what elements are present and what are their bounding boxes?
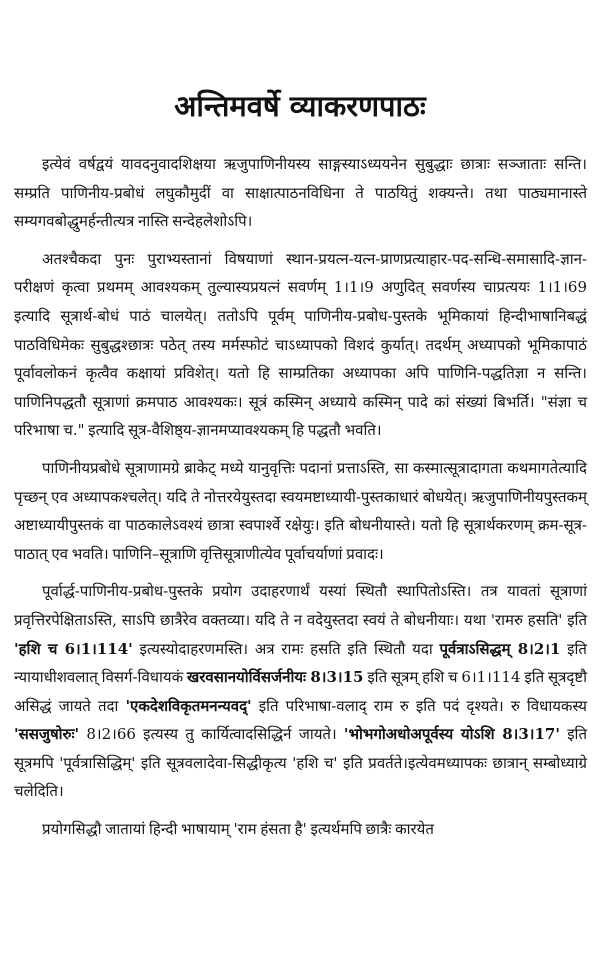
- paragraph-text: इति परिभाषा-वलाद् राम रु इति पदं दृश्यते। रु विधायकस्य: [251, 696, 587, 715]
- paragraph: [14, 454, 587, 568]
- paragraph: [14, 150, 587, 236]
- paragraph-text: पाणिनीयप्रबोधे सूत्राणामग्रे ब्राकेट् मध्ये यानुवृत्तिः पदानां प्रत्ताऽस्ति, सा कस्मात्सूत्रादागता कथमागतेत्यादि पृच्छन् एव अध्यापकश्चलेत्। यदि ते नोत्तरयेयुस्तदा स्वयमष्टाध्यायी-पुस्तकाधारं बोधयेत्। ऋजुपाणिनीयपुस्तकम् अष्टाध्यायीपुस्तकं वा पाठकालेऽवश्यं छात्रा स्वपार्श्वे रक्षेयुः। इति बोधनीयास्ते। यतो हि सूत्रार्थकरणम् क्रम-सूत्र-पाठात् एव भवति। पाणिनि–सूत्राणि वृत्तिसूत्राणीत्येव पूर्वाचर्याणां प्रवादः।: [14, 458, 587, 563]
- paragraph-text: अतश्चैकदा पुनः पुराभ्यस्तानां विषयाणां स्थान-प्रयत्न-यत्न-प्राणप्रत्याहार-पद-सन्धि-समासादि-ज्ञान-परीक्षणं कृत्वा प्रथमम् आवश्यकम् तुल्यास्यप्रयत्नं सवर्णम् 1।1।9 अणुदित् सवर्णस्य चाप्रत्ययः 1।1।69 इत्यादि सूत्रार्थ-बोधं पाठं चालयेत्। ततोऽपि पूर्वम् पाणिनीय-प्रबोध-पुस्तके भूमिकायां हिन्दीभाषानिबद्धं पाठविधिमेकः सुबुद्धश्छात्रः पठेत् तस्य मर्मस्फोटं चाऽध्यापको विशदं कुर्यात्। तदर्थम् अध्यापको भूमिकापाठं पूर्वावलोकनं कृत्वैव कक्षायां प्रविशेत्। यतो हि साम्प्रतिका अध्यापका अपि पाणिनि-पद्धतिज्ञा न सन्ति। पाणिनिपद्धतौ सूत्राणां क्रमपाठ आवश्यकः। सूत्रं कस्मिन् अध्याये कस्मिन् पादे कां संख्यां बिभर्ति। "संज्ञा च परिभाषा च." इत्यादि सूत्र-वैशिष्ठ्य-ज्ञानमप्यावश्यकम् हि पद्धतौ भवति।: [14, 249, 587, 440]
- paribhasha-citation: 'एकदेशविकृतमनन्यवद्': [125, 696, 252, 715]
- paragraph-text: इति न्यायाधीशवलात् विसर्ग-विधायकं: [14, 639, 587, 687]
- sutra-citation: 'भोभगोअधोअपूर्वस्य योऽशि 8।3।17': [343, 725, 560, 744]
- paragraph-text: इत्येवं वर्षद्वयं यावदनुवादशिक्षया ऋजुपाणिनीयस्य साङ्गस्याऽध्ययनेन सुबुद्धाः छात्राः सञ्जाताः सन्ति। सम्प्रति पाणिनीय-प्रबोधं लघुकौमुदीं वा साक्षात्पाठनविधिना ते पाठयितुं शक्यन्ते। तथा पाठ्यमानास्ते सम्यगवबोद्धुमर्हन्तीत्यत्र नास्ति सन्देहलेशोऽपि।: [14, 155, 587, 231]
- paragraph: [14, 245, 587, 445]
- sutra-citation: 'ससजुषोरुः': [14, 725, 80, 744]
- paragraph-text: इति सूत्रम् हशि च 6।1।114 इति सूत्रदृष्टौ असिद्धं जायते तदा: [14, 668, 587, 715]
- sutra-citation: पूर्वत्राऽसिद्धम् 8।2।1: [439, 639, 561, 658]
- paragraph-text: इति सूत्रमपि 'पूर्वत्रासिद्धिम्' इति सूत्रवलादेवा-सिद्धीकृत्य 'हशि च' इति प्रवर्तते।इत्येवमध्यापकः छात्रान् सम्बोध्याग्रे चलेदिति।: [14, 725, 587, 801]
- paragraph-text: पूर्वार्द्ध-पाणिनीय-प्रबोध-पुस्तके प्रयोग उदाहरणार्थं यस्यां स्थितौ स्थापितोऽस्ति। तत्र यावतां सूत्राणां प्रवृत्तिरपेक्षिताऽस्ति, साऽपि छात्रैरेव वक्तव्या। यदि ते न वदेयुस्तदा स्वयं ते बोधनीयाः। यथा 'रामरु हसति' इति: [14, 582, 587, 629]
- paragraph-text: प्रयोगसिद्धौ जातायां हिन्दी भाषायाम् 'राम हंसता है' इत्यर्थमपि छात्रैः कारयेत: [42, 820, 434, 839]
- paragraph-text: 8।2।66 इत्यस्य तु कार्यित्वादसिद्धिर्न जायते।: [79, 725, 344, 744]
- body-text: [14, 150, 587, 844]
- paragraph-text: इत्यस्योदाहरणमस्ति। अत्र रामः हसति इति स्थितौ यदा: [132, 639, 440, 658]
- chapter-heading: अन्तिमवर्षे व्याकरणपाठः: [174, 89, 426, 123]
- paragraph: [14, 577, 587, 806]
- sutra-citation: खरवसानयोर्विसर्जनीयः 8।3।15: [186, 668, 364, 687]
- sutra-citation: 'हशि च 6।1।114': [14, 639, 133, 658]
- paragraph: [14, 815, 587, 844]
